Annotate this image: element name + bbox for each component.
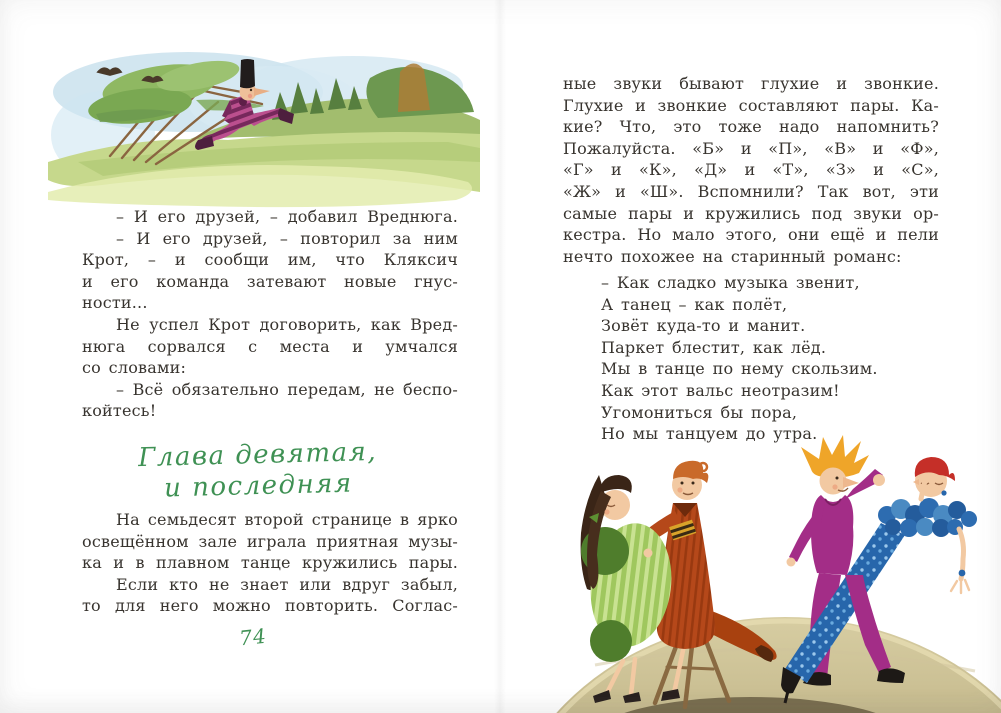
dancing-couples-illustration	[535, 435, 1001, 713]
right-page	[500, 0, 1001, 713]
text-line: Не успел Крот договорить, как Вред-	[116, 314, 458, 334]
text-line: «Г» и «К», «Д» и «Т», «З» и «С»,	[563, 160, 939, 180]
text-line: Как этот вальс неотразим!	[601, 380, 840, 400]
text-line: – Как сладко музыка звенит,	[601, 273, 860, 292]
text-line: нюга сорвался с места и умчался	[82, 336, 458, 356]
right-text-block	[563, 73, 939, 267]
text-line: освещённом зале играла приятная музы-	[82, 531, 458, 551]
text-line: ные звуки бывают глухие и звонкие.	[563, 74, 939, 93]
chapter-heading-line-2: и последняя	[163, 468, 353, 504]
text-line: На семьдесят второй странице в ярко	[116, 510, 458, 529]
text-line: нечто похожее на старинный романс:	[563, 246, 902, 266]
text-line: и его команда затевают новые гнус-	[82, 271, 458, 291]
text-line: Глухие и звонкие составляют пары. Ка-	[563, 95, 939, 115]
earring	[941, 490, 946, 495]
text-line: ности...	[82, 293, 148, 313]
text-line: самые пары и кружились под звуки ор-	[563, 203, 939, 223]
text-line: Угомониться бы пора,	[601, 402, 798, 422]
text-line: Если кто не знает или вдруг забыл,	[116, 574, 458, 594]
text-line: – Всё обязательно передам, не беспо-	[116, 379, 458, 399]
text-line: Зовёт куда-то и манит.	[601, 316, 806, 336]
text-line: кие? Что, это тоже надо напомнить?	[563, 117, 939, 137]
left-text-block-2	[82, 509, 458, 617]
text-line: Паркет блестит, как лёд.	[601, 337, 827, 357]
text-line: кестра. Но мало этого, они ещё и пели	[563, 225, 939, 245]
text-line: койтесь!	[82, 401, 157, 421]
chapter-heading-line-1: Глава девятая,	[137, 436, 378, 474]
left-page	[0, 0, 500, 713]
chapter-heading	[69, 435, 446, 507]
text-line: Но мы танцуем до утра.	[601, 424, 818, 444]
left-text-block-1	[82, 206, 458, 422]
text-line: со словами:	[82, 358, 187, 378]
text-line: ка и в плавном танце кружились пары.	[82, 553, 458, 573]
tall-black-hat	[240, 59, 255, 88]
text-line: А танец – как полёт,	[601, 294, 788, 314]
text-line: Крот, – и сообщи им, что Кляксич	[82, 250, 458, 270]
text-line: Мы в танце по нему скользим.	[601, 359, 878, 379]
bracelet	[959, 570, 966, 577]
joined-hands	[873, 474, 885, 486]
text-line: – И его друзей, – повторил за ним	[116, 228, 458, 248]
text-line: Пожалуйста. «Б» и «П», «В» и «Ф»,	[563, 138, 939, 158]
landscape-illustration	[48, 40, 480, 208]
text-line: то для него можно повторить. Соглас-	[82, 596, 458, 616]
page-crease	[494, 0, 506, 713]
text-line: – И его друзей, – добавил Вреднюга.	[116, 207, 458, 226]
page-number: 74	[238, 623, 268, 651]
text-line: «Ж» и «Ш». Вспомнили? Так вот, эти	[563, 181, 939, 201]
bird-icon	[143, 77, 162, 82]
